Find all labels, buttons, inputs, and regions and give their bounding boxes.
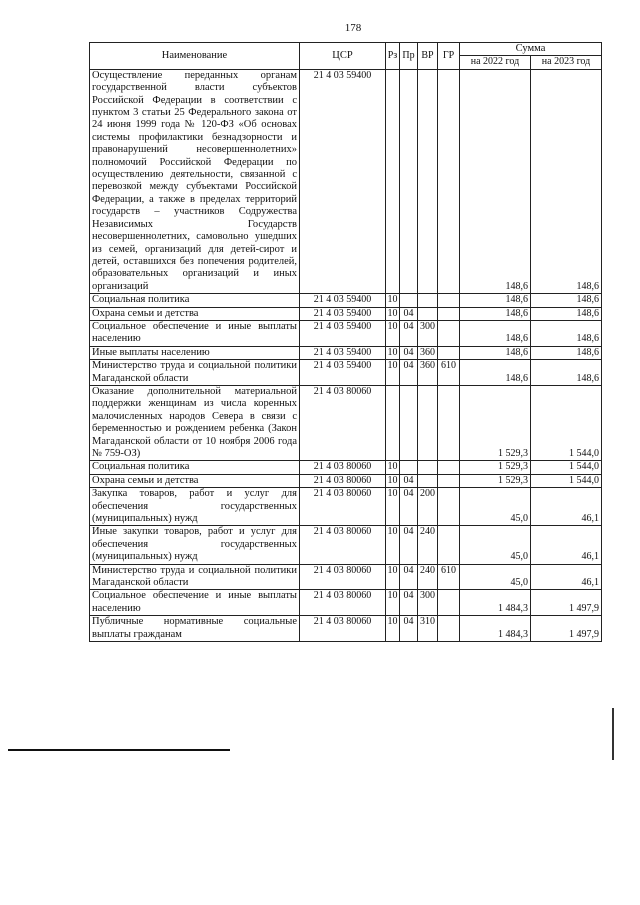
table-body	[90, 69, 602, 641]
row-csr: 21 4 03 80060	[300, 564, 386, 590]
row-sum-2022: 148,6	[460, 69, 531, 293]
table-row	[90, 346, 602, 359]
row-pr: 04	[400, 526, 418, 564]
row-pr: 04	[400, 320, 418, 346]
row-rz: 10	[386, 526, 400, 564]
row-name: Охрана семьи и детства	[90, 307, 300, 320]
row-sum-2023: 148,6	[531, 294, 602, 307]
row-rz: 10	[387, 307, 398, 319]
row-sum-2023: 1 544,0	[531, 461, 602, 474]
row-sum-2022: 45,0	[460, 526, 531, 564]
row-sum-2022: 1 529,3	[460, 461, 531, 474]
row-name: Охрана семьи и детства	[90, 474, 300, 487]
header-vr: ВР	[418, 43, 438, 70]
row-rz: 10	[387, 474, 398, 486]
budget-table	[89, 42, 602, 642]
row-rz: 10	[387, 294, 398, 306]
row-pr	[400, 461, 418, 474]
row-pr: 04	[400, 616, 418, 642]
row-sum-2023: 148,6	[531, 320, 602, 346]
table-row	[90, 590, 602, 616]
row-name: Социальное обеспечение и иные выплаты населению	[90, 590, 300, 616]
row-gr	[438, 385, 460, 460]
row-pr: 04	[400, 346, 418, 359]
row-pr: 04	[400, 564, 418, 590]
row-rz	[386, 385, 400, 460]
row-sum-2022: 45,0	[460, 488, 531, 526]
row-name: Оказание дополнительной материальной поддержки женщинам из числа коренных малочисленных народов Севера в связи с беременностью и рождением ребенка (Закон Магаданской области от 10 ноября 2006 года № 759-ОЗ)	[90, 385, 300, 460]
row-pr	[400, 69, 418, 293]
row-vr: 240	[418, 526, 438, 564]
row-gr	[438, 69, 460, 293]
row-pr	[400, 385, 418, 460]
row-vr: 300	[418, 590, 438, 616]
row-sum-2022: 1 484,3	[460, 590, 531, 616]
row-gr	[438, 320, 460, 346]
row-csr: 21 4 03 80060	[300, 590, 386, 616]
row-rz: 10	[387, 346, 398, 358]
row-sum-2023: 148,6	[531, 69, 602, 293]
row-csr: 21 4 03 59400	[300, 307, 386, 320]
row-sum-2023: 1 497,9	[531, 616, 602, 642]
row-sum-2023: 148,6	[531, 346, 602, 359]
row-rz: 10	[386, 564, 400, 590]
table-row	[90, 488, 602, 526]
row-name: Социальное обеспечение и иные выплаты населению	[90, 320, 300, 346]
row-name: Осуществление переданных органам государственной власти субъектов Российской Федерации в соответствии с пунктом 3 статьи 25 Федерального закона от 24 июня 1999 года № 120-ФЗ «Об основах системы профилактики безнадзорности и правонарушений несовершеннолетних» полномочий Российской Федерации по осуществлению деятельности, связанной с перевозкой между субъектами Российской Федерации, а также в пределах территорий государств – участников Содружества Независимых Государств несовершеннолетних, самовольно ушедших из семей, организаций для детей-сирот и детей, оставшихся без попечения родителей, образовательных организаций и иных организаций	[90, 69, 300, 293]
row-gr	[438, 294, 460, 307]
table-row	[90, 307, 602, 320]
page-number: 178	[344, 22, 362, 34]
row-sum-2023: 46,1	[531, 526, 602, 564]
header-csr: ЦСР	[300, 43, 386, 70]
row-rz	[386, 69, 400, 293]
row-sum-2023: 1 497,9	[531, 590, 602, 616]
row-gr	[438, 526, 460, 564]
row-pr: 04	[400, 474, 418, 487]
row-vr: 300	[418, 320, 438, 346]
row-sum-2022: 148,6	[460, 320, 531, 346]
row-gr: 610	[438, 564, 460, 590]
row-gr	[438, 616, 460, 642]
table-row	[90, 564, 602, 590]
table-row	[90, 616, 602, 642]
row-vr: 360	[418, 360, 438, 386]
header-name: Наименование	[90, 43, 300, 70]
row-gr	[438, 346, 460, 359]
row-vr: 240	[418, 564, 438, 590]
row-name: Закупка товаров, работ и услуг для обеспечения государственных (муниципальных) нужд	[90, 488, 300, 526]
header-year-2023: на 2023 год	[531, 56, 602, 69]
row-vr	[418, 69, 438, 293]
row-vr: 360	[418, 346, 438, 359]
row-csr: 21 4 03 59400	[300, 360, 386, 386]
row-name: Социальная политика	[90, 294, 300, 307]
header-gr: ГР	[438, 43, 460, 70]
row-gr	[438, 488, 460, 526]
row-vr	[418, 307, 438, 320]
table-row	[90, 69, 602, 293]
row-rz: 10	[386, 488, 400, 526]
row-sum-2023: 46,1	[531, 564, 602, 590]
row-sum-2022: 148,6	[460, 360, 531, 386]
header-pr: Пр	[400, 43, 418, 70]
header-rz: Рз	[386, 43, 400, 70]
row-sum-2022: 1 529,3	[460, 385, 531, 460]
row-vr	[418, 385, 438, 460]
scan-edge-line	[612, 708, 614, 760]
table-row	[90, 385, 602, 460]
row-pr	[400, 294, 418, 307]
row-gr: 610	[438, 360, 460, 386]
row-vr	[418, 294, 438, 307]
header-year-2022: на 2022 год	[460, 56, 531, 69]
row-csr: 21 4 03 80060	[300, 526, 386, 564]
row-name: Иные закупки товаров, работ и услуг для обеспечения государственных (муниципальных) нужд	[90, 526, 300, 564]
table-row	[90, 320, 602, 346]
row-vr	[418, 474, 438, 487]
row-rz: 10	[386, 360, 400, 386]
row-pr: 04	[400, 360, 418, 386]
row-csr: 21 4 03 80060	[300, 461, 386, 474]
row-sum-2022: 148,6	[460, 294, 531, 307]
row-csr: 21 4 03 59400	[300, 346, 386, 359]
row-name: Иные выплаты населению	[90, 346, 300, 359]
row-gr	[438, 461, 460, 474]
row-rz: 10	[386, 590, 400, 616]
row-csr: 21 4 03 80060	[300, 616, 386, 642]
row-sum-2023: 1 544,0	[531, 385, 602, 460]
table-row	[90, 474, 602, 487]
row-sum-2022: 1 484,3	[460, 616, 531, 642]
row-vr	[418, 461, 438, 474]
row-gr	[438, 474, 460, 487]
row-gr	[438, 590, 460, 616]
row-rz: 10	[387, 461, 398, 473]
header-sum: Сумма	[460, 43, 602, 56]
row-csr: 21 4 03 80060	[300, 474, 386, 487]
row-pr: 04	[400, 488, 418, 526]
table-row	[90, 461, 602, 474]
row-csr: 21 4 03 59400	[300, 294, 386, 307]
row-sum-2023: 1 544,0	[531, 474, 602, 487]
row-gr	[438, 307, 460, 320]
row-csr: 21 4 03 80060	[300, 385, 386, 460]
row-sum-2022: 45,0	[460, 564, 531, 590]
row-csr: 21 4 03 59400	[300, 320, 386, 346]
row-rz: 10	[386, 616, 400, 642]
row-vr: 310	[418, 616, 438, 642]
row-sum-2023: 148,6	[531, 307, 602, 320]
row-csr: 21 4 03 80060	[300, 488, 386, 526]
row-pr: 04	[400, 590, 418, 616]
table-row	[90, 526, 602, 564]
row-pr: 04	[400, 307, 418, 320]
table-row	[90, 360, 602, 386]
row-csr: 21 4 03 59400	[300, 69, 386, 293]
row-name: Социальная политика	[90, 461, 300, 474]
row-vr: 200	[418, 488, 438, 526]
row-name: Министерство труда и социальной политики Магаданской области	[90, 360, 300, 386]
footer-rule	[8, 749, 230, 751]
row-sum-2022: 1 529,3	[460, 474, 531, 487]
row-sum-2023: 148,6	[531, 360, 602, 386]
row-name: Министерство труда и социальной политики Магаданской области	[90, 564, 300, 590]
row-rz: 10	[386, 320, 400, 346]
table-row	[90, 294, 602, 307]
row-sum-2022: 148,6	[460, 346, 531, 359]
row-sum-2023: 46,1	[531, 488, 602, 526]
row-sum-2022: 148,6	[460, 307, 531, 320]
row-name: Публичные нормативные социальные выплаты гражданам	[90, 616, 300, 642]
